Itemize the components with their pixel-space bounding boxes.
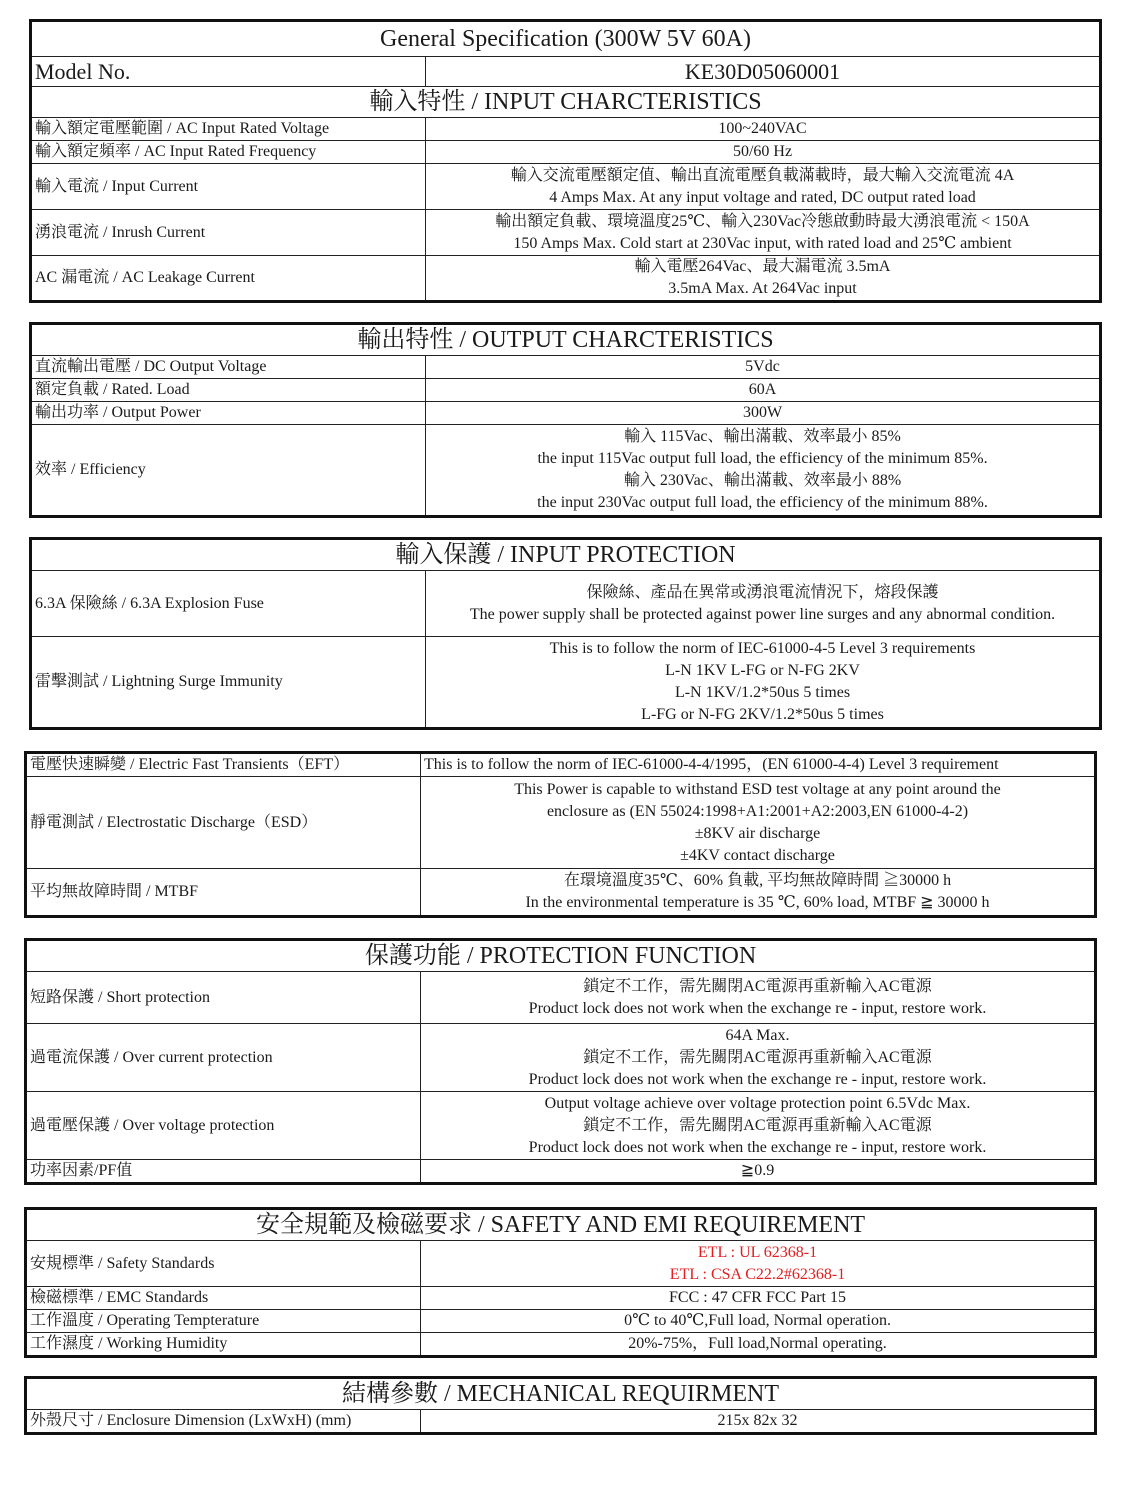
spec-label: 短路保護 / Short protection <box>26 972 421 1024</box>
mechanical-table <box>24 1376 1097 1435</box>
spec-value: 64A Max. 鎖定不工作，需先關閉AC電源再重新輸入AC電源 Product lock does not work when the exchange re - input, restore work. <box>421 1024 1096 1092</box>
spec-label: 輸入電流 / Input Current <box>31 164 426 210</box>
spec-label: 功率因素/PF值 <box>26 1160 421 1184</box>
protection-title: 保護功能 / PROTECTION FUNCTION <box>26 940 1096 972</box>
input-title: 輸入特性 / INPUT CHARCTERISTICS <box>31 87 1101 118</box>
spec-value: 輸入交流電壓額定值、輸出直流電壓負載滿載時，最大輸入交流電流 4A 4 Amps Max. At any input voltage and rated, DC output rated load <box>426 164 1101 210</box>
safety-title: 安全規範及檢磁要求 / SAFETY AND EMI REQUIREMENT <box>26 1209 1096 1241</box>
spec-label: 靜電測試 / Electrostatic Discharge（ESD） <box>26 777 421 869</box>
model-value: KE30D05060001 <box>426 57 1101 87</box>
protection-table <box>24 938 1097 1185</box>
spec-label: 電壓快速瞬變 / Electric Fast Transients（EFT） <box>26 753 421 777</box>
spec-label: 輸入額定電壓範圍 / AC Input Rated Voltage <box>31 118 426 141</box>
input-protection-title: 輸入保護 / INPUT PROTECTION <box>31 539 1101 571</box>
emc-table <box>24 751 1097 918</box>
spec-value: 50/60 Hz <box>426 141 1101 164</box>
mechanical-title: 結構參數 / MECHANICAL REQUIRMENT <box>26 1378 1096 1410</box>
spec-label: 外殼尺寸 / Enclosure Dimension (LxWxH) (mm) <box>26 1410 421 1434</box>
spec-value: 保險絲、產品在異常或湧浪電流情況下，熔段保護 The power supply shall be protected against power line surges and any abnormal condition. <box>426 571 1101 637</box>
spec-value: 輸出額定負載、環境溫度25℃、輸入230Vac冷態啟動時最大湧浪電流 < 150A 150 Amps Max. Cold start at 230Vac input, with rated load and 25℃ ambient <box>426 210 1101 256</box>
spec-value-highlight: ETL : UL 62368-1 ETL : CSA C22.2#62368-1 <box>421 1241 1096 1287</box>
spec-label: 直流輸出電壓 / DC Output Voltage <box>31 356 426 379</box>
spec-label: 輸出功率 / Output Power <box>31 402 426 425</box>
model-label: Model No. <box>31 57 426 87</box>
spec-label: 安規標準 / Safety Standards <box>26 1241 421 1287</box>
spec-label: 6.3A 保險絲 / 6.3A Explosion Fuse <box>31 571 426 637</box>
spec-label: 過電壓保護 / Over voltage protection <box>26 1092 421 1160</box>
spec-value: 0℃ to 40℃,Full load, Normal operation. <box>421 1310 1096 1333</box>
spec-value: This Power is capable to withstand ESD test voltage at any point around the enclosure as (EN 55024:1998+A1:2001+A2:2003,EN 61000-4-2) ±8KV air discharge ±4KV contact discharge <box>421 777 1096 869</box>
input-protection-table <box>29 537 1102 730</box>
spec-label: 輸入額定頻率 / AC Input Rated Frequency <box>31 141 426 164</box>
spec-value: 輸入 115Vac、輸出滿載、效率最小 85% the input 115Vac output full load, the efficiency of the minimum 85%. 輸入 230Vac、輸出滿載、效率最小 88% the input 230Vac output full load, the efficiency of the minimum 88%. <box>426 425 1101 517</box>
spec-value: 鎖定不工作，需先關閉AC電源再重新輸入AC電源 Product lock does not work when the exchange re - input, restore work. <box>421 972 1096 1024</box>
spec-value: 輸入電壓264Vac、最大漏電流 3.5mA 3.5mA Max. At 264Vac input <box>426 256 1101 302</box>
spec-value: 5Vdc <box>426 356 1101 379</box>
spec-value: This is to follow the norm of IEC-61000-4-4/1995，(EN 61000-4-4) Level 3 requirement <box>421 753 1096 777</box>
spec-label: 額定負載 / Rated. Load <box>31 379 426 402</box>
spec-value: 215x 82x 32 <box>421 1410 1096 1434</box>
spec-label: 檢磁標準 / EMC Standards <box>26 1287 421 1310</box>
spec-value: This is to follow the norm of IEC-61000-4-5 Level 3 requirements L-N 1KV L-FG or N-FG 2KV L-N 1KV/1.2*50us 5 times L-FG or N-FG 2KV/1.2*50us 5 times <box>426 637 1101 729</box>
output-table <box>29 322 1102 518</box>
output-title: 輸出特性 / OUTPUT CHARCTERISTICS <box>31 324 1101 356</box>
spec-label: 雷擊測試 / Lightning Surge Immunity <box>31 637 426 729</box>
spec-label: 工作溫度 / Operating Tempterature <box>26 1310 421 1333</box>
spec-value: 300W <box>426 402 1101 425</box>
spec-label: 湧浪電流 / Inrush Current <box>31 210 426 256</box>
spec-label: 平均無故障時間 / MTBF <box>26 869 421 917</box>
spec-value: 60A <box>426 379 1101 402</box>
spec-value: 100~240VAC <box>426 118 1101 141</box>
safety-table <box>24 1207 1097 1358</box>
spec-value: Output voltage achieve over voltage protection point 6.5Vdc Max. 鎖定不工作，需先關閉AC電源再重新輸入AC電源 Product lock does not work when the exchange re - input, restore work. <box>421 1092 1096 1160</box>
general-input-table <box>29 19 1102 303</box>
general-title: General Specification (300W 5V 60A) <box>31 21 1101 57</box>
spec-value: FCC : 47 CFR FCC Part 15 <box>421 1287 1096 1310</box>
spec-label: AC 漏電流 / AC Leakage Current <box>31 256 426 302</box>
spec-label: 效率 / Efficiency <box>31 425 426 517</box>
spec-value: ≧0.9 <box>421 1160 1096 1184</box>
spec-value: 20%-75%，Full load,Normal operating. <box>421 1333 1096 1357</box>
spec-label: 過電流保護 / Over current protection <box>26 1024 421 1092</box>
spec-label: 工作濕度 / Working Humidity <box>26 1333 421 1357</box>
spec-value: 在環境溫度35℃、60% 負載, 平均無故障時間 ≧30000 h In the environmental temperature is 35 ℃, 60% load, MTBF ≧ 30000 h <box>421 869 1096 917</box>
